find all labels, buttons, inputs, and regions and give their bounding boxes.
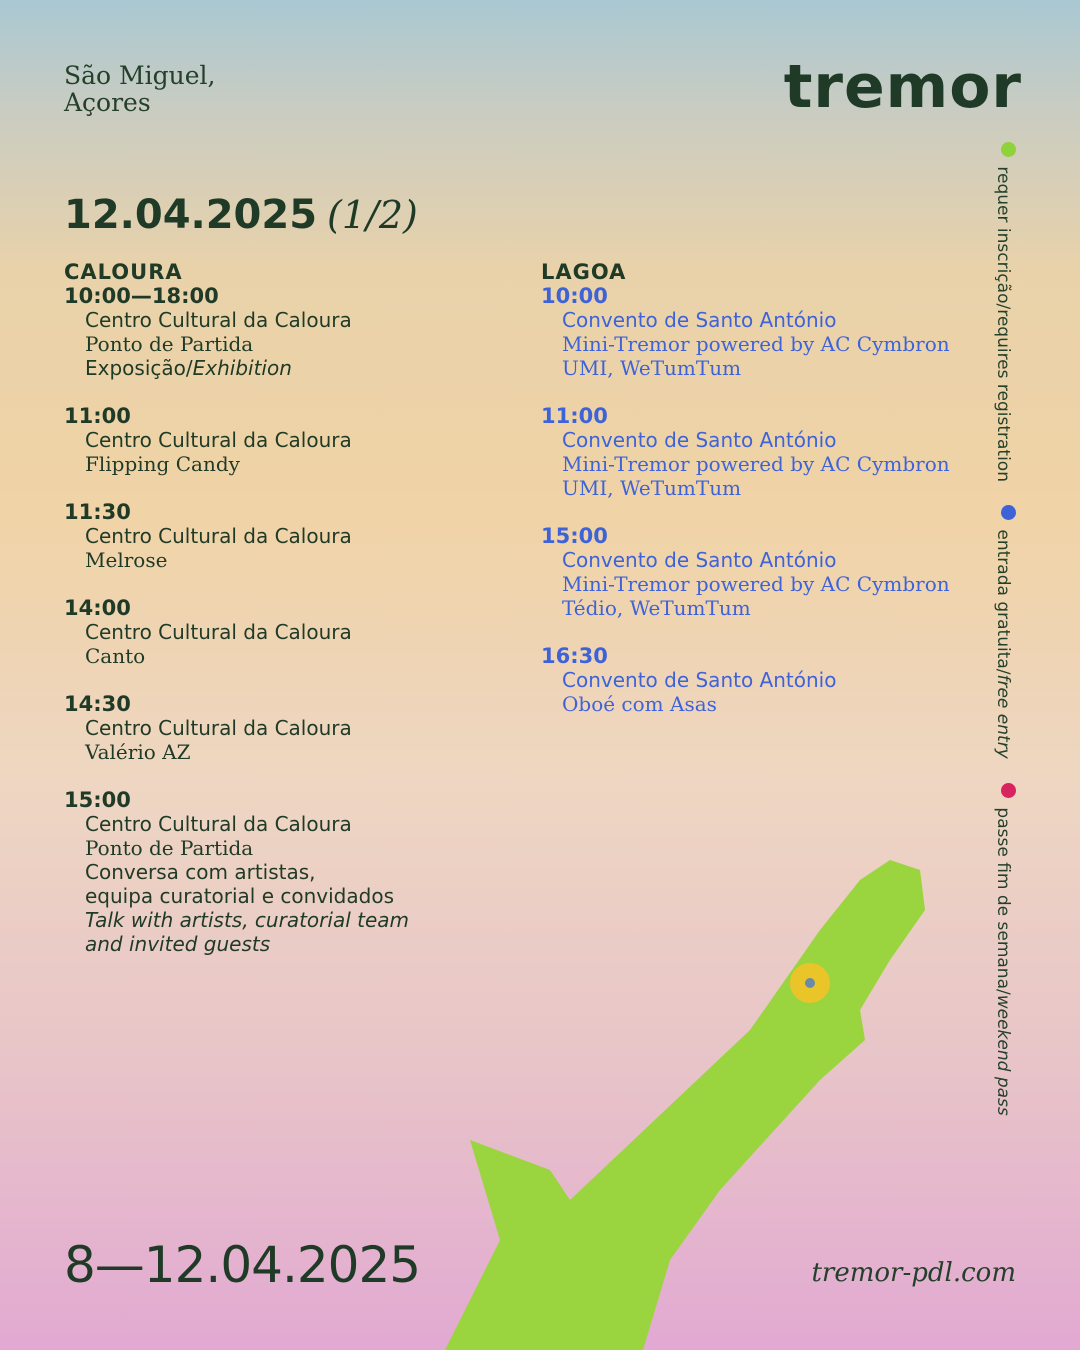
schedule-item bbox=[64, 500, 504, 572]
event-time: 15:00 bbox=[541, 524, 608, 548]
caloura-heading: CALOURA bbox=[64, 260, 183, 284]
event-title: Valério AZ bbox=[85, 740, 191, 764]
legend-item-weekend-pass bbox=[993, 783, 1016, 1116]
event-venue: Convento de Santo António bbox=[562, 428, 837, 452]
schedule-date bbox=[64, 192, 418, 238]
schedule-item bbox=[541, 644, 961, 716]
legend-label-en: free entry bbox=[993, 674, 1013, 760]
event-description-en: Talk with artists, curatorial team bbox=[85, 908, 409, 932]
event-time: 16:30 bbox=[541, 644, 608, 668]
event-subtitle: Mini-Tremor powered by AC Cymbron bbox=[562, 332, 950, 356]
website-link[interactable]: tremor-pdl.com bbox=[811, 1258, 1016, 1288]
event-description: equipa curatorial e convidados bbox=[85, 884, 394, 908]
date-part: (1/2) bbox=[327, 193, 418, 237]
event-description: Conversa com artistas, bbox=[85, 860, 316, 884]
legend-label: requer inscrição/requires registration bbox=[993, 166, 1013, 482]
legend-label: passe fim de semana/ bbox=[993, 806, 1013, 995]
schedule-item bbox=[541, 404, 961, 500]
event-venue: Convento de Santo António bbox=[562, 668, 837, 692]
event-venue: Centro Cultural da Caloura bbox=[85, 428, 352, 452]
red-dot-icon bbox=[1001, 783, 1016, 798]
event-time: 11:00 bbox=[541, 404, 608, 428]
date-main: 12.04.2025 bbox=[64, 192, 318, 238]
schedule-item bbox=[64, 692, 504, 764]
location bbox=[64, 62, 215, 116]
event-time: 11:30 bbox=[64, 500, 131, 524]
event-title: Ponto de Partida bbox=[85, 836, 254, 860]
event-time: 14:00 bbox=[64, 596, 131, 620]
event-type bbox=[64, 356, 504, 380]
event-title: Ponto de Partida bbox=[85, 332, 254, 356]
event-subtitle: Mini-Tremor powered by AC Cymbron bbox=[562, 572, 950, 596]
event-title: Flipping Candy bbox=[85, 452, 240, 476]
event-time: 10:00 bbox=[541, 284, 608, 308]
event-venue: Convento de Santo António bbox=[562, 308, 837, 332]
event-venue: Convento de Santo António bbox=[562, 548, 837, 572]
event-title: Canto bbox=[85, 644, 146, 668]
schedule-item bbox=[541, 524, 961, 620]
tremor-logo[interactable]: tremor bbox=[783, 52, 1022, 122]
event-venue: Centro Cultural da Caloura bbox=[85, 620, 352, 644]
event-title: Oboé com Asas bbox=[562, 692, 717, 716]
event-type-pt: Exposição/ bbox=[85, 356, 193, 380]
event-venue: Centro Cultural da Caloura bbox=[85, 524, 352, 548]
legend-label: entrada gratuita/ bbox=[993, 529, 1013, 675]
legend-item-free-entry bbox=[993, 505, 1016, 759]
event-time: 11:00 bbox=[64, 404, 131, 428]
festival-dates: 8—12.04.2025 bbox=[64, 1236, 421, 1294]
green-dot-icon bbox=[1001, 142, 1016, 157]
legend-label-en: weekend pass bbox=[993, 994, 1013, 1116]
event-title: Melrose bbox=[85, 548, 168, 572]
schedule-item bbox=[64, 404, 504, 476]
shark-pupil-icon bbox=[805, 978, 815, 988]
event-description-en: and invited guests bbox=[85, 932, 271, 956]
event-type-en: Exhibition bbox=[192, 356, 292, 380]
event-title: UMI, WeTumTum bbox=[562, 356, 742, 380]
event-time: 10:00—18:00 bbox=[64, 284, 219, 308]
event-time: 14:30 bbox=[64, 692, 131, 716]
event-venue: Centro Cultural da Caloura bbox=[85, 716, 352, 740]
schedule-item bbox=[541, 284, 961, 380]
legend-item-registration bbox=[993, 142, 1016, 482]
lagoa-column bbox=[541, 260, 961, 740]
lagoa-heading: LAGOA bbox=[541, 260, 627, 284]
schedule-item bbox=[64, 284, 504, 380]
event-time: 15:00 bbox=[64, 788, 131, 812]
event-venue: Centro Cultural da Caloura bbox=[85, 812, 352, 836]
event-venue: Centro Cultural da Caloura bbox=[85, 308, 352, 332]
location-line1: São Miguel, bbox=[64, 61, 216, 90]
location-line2: Açores bbox=[64, 88, 151, 117]
schedule-item bbox=[64, 596, 504, 668]
event-subtitle: Mini-Tremor powered by AC Cymbron bbox=[562, 452, 950, 476]
event-title: Tédio, WeTumTum bbox=[562, 596, 751, 620]
event-title: UMI, WeTumTum bbox=[562, 476, 742, 500]
legend bbox=[993, 142, 1016, 1133]
blue-dot-icon bbox=[1001, 505, 1016, 520]
